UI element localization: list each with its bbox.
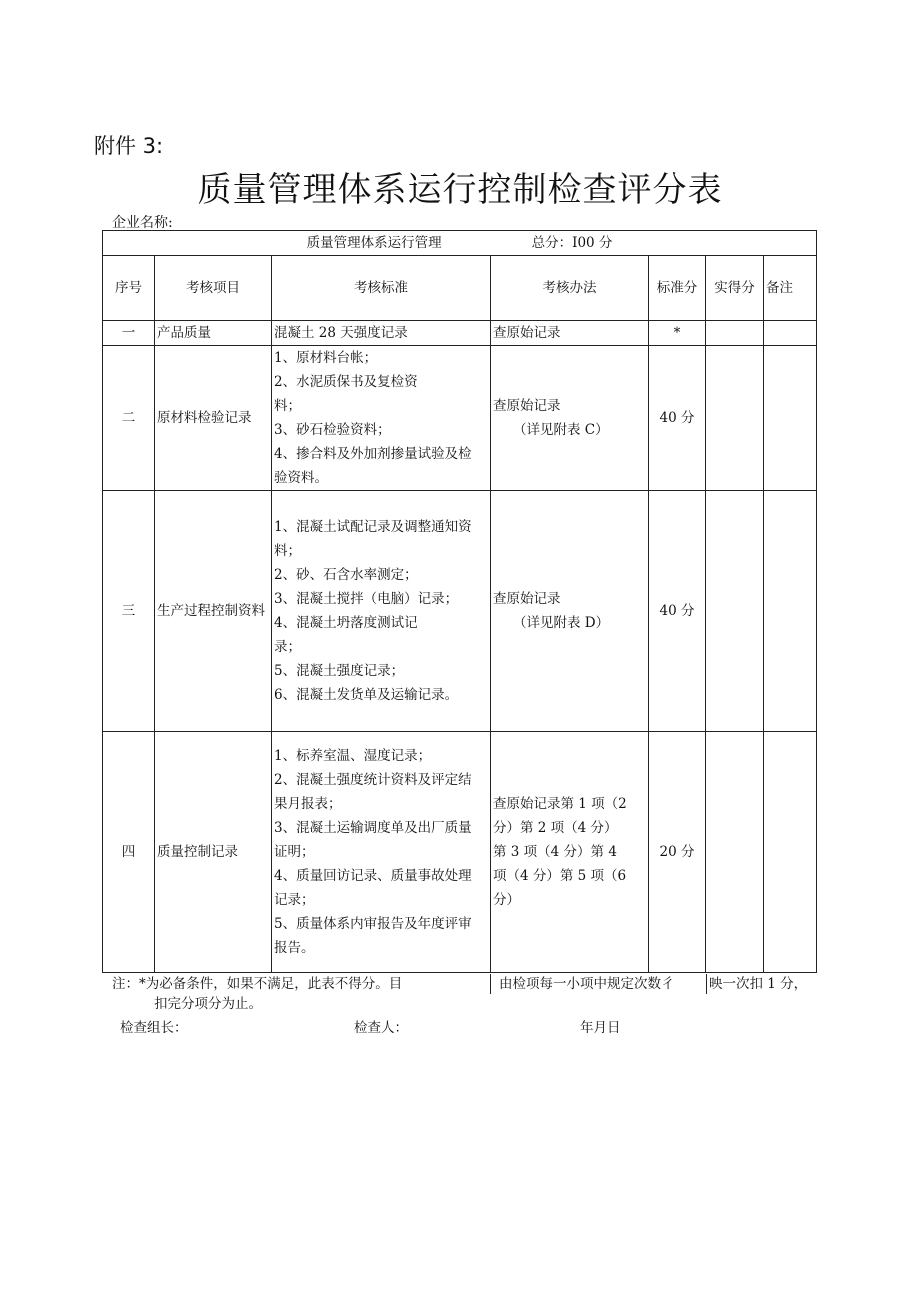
header-standard: 考核标准 — [272, 256, 491, 321]
row-actual-score — [706, 321, 764, 346]
attachment-label: 附件 3: — [94, 134, 164, 158]
row-method: 查原始记录 — [491, 321, 649, 346]
row-num: 二 — [103, 346, 155, 491]
sign-leader-label: 检查组长： — [120, 1020, 188, 1036]
row-score: 40 分 — [649, 346, 706, 491]
table-row — [103, 346, 817, 491]
footnote-right: 映一次扣 1 分， — [706, 974, 819, 994]
row-score: * — [649, 321, 706, 346]
row-num: 四 — [103, 732, 155, 973]
header-remarks: 备注 — [764, 256, 817, 321]
row-item: 生产过程控制资料 — [155, 491, 272, 732]
footnote-middle: 由检项每一小项中规定次数彳 — [490, 974, 715, 994]
footnote-line2: 扣完分项分为止。 — [154, 996, 262, 1012]
table-banner-row — [103, 231, 817, 256]
row-remarks — [764, 732, 817, 973]
row-standard: 1、标养室温、湿度记录； 2、混凝土强度统计资料及评定结 果月报表； 3、混凝土运输调度单及出厂质量 证明； 4、质量回访记录、质量事故处理 记录； 5、质量体系内审报告及年度评审 报告。 — [272, 732, 491, 973]
row-method: 查原始记录 （详见附表 C） — [491, 346, 649, 491]
row-method: 查原始记录 （详见附表 D） — [491, 491, 649, 732]
header-standard-score: 标准分 — [649, 256, 706, 321]
row-remarks — [764, 491, 817, 732]
row-score: 20 分 — [649, 732, 706, 973]
table-row — [103, 491, 817, 732]
sign-date-label: 年月日 — [580, 1020, 621, 1036]
banner-total-score: 总分：I00 分 — [531, 235, 613, 251]
row-score: 40 分 — [649, 491, 706, 732]
header-actual-score: 实得分 — [706, 256, 764, 321]
table-header-row — [103, 256, 817, 321]
row-standard: 1、原材料台帐； 2、水泥质保书及复检资 料； 3、砂石检验资料； 4、掺合料及外加剂掺量试验及检 验资料。 — [272, 346, 491, 491]
sign-inspector-label: 检查人： — [354, 1020, 408, 1036]
table-row — [103, 321, 817, 346]
footnote-line1: 注：*为必备条件，如果不满足，此表不得分。目 — [112, 976, 403, 992]
score-table — [102, 230, 817, 973]
row-standard: 混凝土 28 天强度记录 — [272, 321, 491, 346]
company-name-label: 企业名称: — [112, 215, 173, 231]
row-standard: 1、混凝土试配记录及调整通知资 料； 2、砂、石含水率测定； 3、混凝土搅拌（电脑）记录； 4、混凝土坍落度测试记 录； 5、混凝土强度记录； 6、混凝土发货单及运输记录。 — [272, 491, 491, 732]
row-item: 原材料检验记录 — [155, 346, 272, 491]
header-method: 考核办法 — [491, 256, 649, 321]
row-remarks — [764, 346, 817, 491]
row-method: 查原始记录第 1 项（2 分）第 2 项（4 分） 第 3 项（4 分）第 4 项（4 分）第 5 项（6 分） — [491, 732, 649, 973]
table-row — [103, 732, 817, 973]
row-actual-score — [706, 491, 764, 732]
row-item: 产品质量 — [155, 321, 272, 346]
row-actual-score — [706, 732, 764, 973]
header-num: 序号 — [103, 256, 155, 321]
row-remarks — [764, 321, 817, 346]
row-num: 一 — [103, 321, 155, 346]
banner-title: 质量管理体系运行管理 — [306, 235, 442, 251]
row-num: 三 — [103, 491, 155, 732]
row-actual-score — [706, 346, 764, 491]
row-item: 质量控制记录 — [155, 732, 272, 973]
header-item: 考核项目 — [155, 256, 272, 321]
footnote — [112, 974, 492, 1014]
page-title: 质量管理体系运行控制检查评分表 — [197, 170, 723, 210]
